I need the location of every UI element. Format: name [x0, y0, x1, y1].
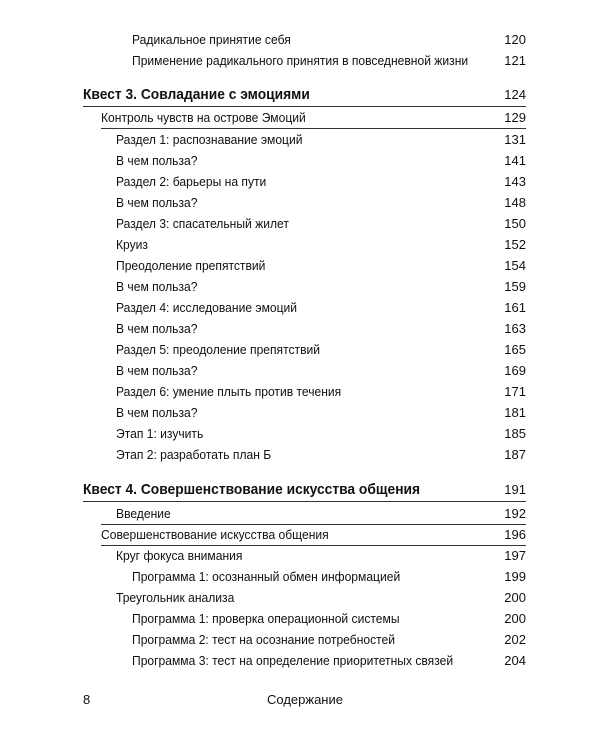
toc-entry-title: Программа 3: тест на определение приоритетных связей [132, 653, 454, 668]
toc-entry-page: 181 [504, 405, 526, 420]
toc-entry-page: 199 [504, 569, 526, 584]
toc-entry[interactable] [0, 382, 600, 402]
toc-entry-title: Программа 1: проверка операционной системы [132, 611, 400, 626]
toc-entry-page: 131 [504, 132, 526, 147]
toc-entry[interactable] [0, 630, 600, 650]
toc-entry[interactable] [0, 651, 600, 671]
toc-entry-page: 165 [504, 342, 526, 357]
toc-entry-title: В чем польза? [116, 363, 198, 378]
section-title: Квест 4. Совершенствование искусства общения [83, 481, 421, 498]
toc-entry-title: Программа 2: тест на осознание потребностей [132, 632, 396, 647]
toc-entry-title: Раздел 4: исследование эмоций [116, 300, 298, 315]
toc-entry[interactable] [0, 504, 600, 524]
toc-entry-title: Радикальное принятие себя [132, 32, 291, 47]
toc-entry[interactable] [0, 130, 600, 150]
toc-entry[interactable] [0, 172, 600, 192]
section-divider [83, 501, 526, 502]
toc-entry-title: Круг фокуса внимания [116, 548, 243, 563]
section-page: 124 [504, 87, 526, 102]
toc-entry-title: Контроль чувств на острове Эмоций [101, 110, 306, 125]
toc-entry[interactable] [0, 525, 600, 545]
section-divider [83, 106, 526, 107]
toc-entry[interactable] [0, 256, 600, 276]
toc-entry-title: Раздел 1: распознавание эмоций [116, 132, 303, 147]
toc-entry[interactable] [0, 30, 600, 50]
toc-entry-title: Этап 1: изучить [116, 426, 204, 441]
toc-entry-page: 187 [504, 447, 526, 462]
toc-entry-title: Программа 1: осознанный обмен информацией [132, 569, 401, 584]
toc-entry-page: 200 [504, 611, 526, 626]
toc-entry-page: 196 [504, 527, 526, 542]
toc-entry-title: Этап 2: разработать план Б [116, 447, 272, 462]
toc-entry-title: Раздел 3: спасательный жилет [116, 216, 289, 231]
toc-entry-page: 143 [504, 174, 526, 189]
toc-entry-title: Круиз [116, 237, 148, 252]
toc-entry-page: 161 [504, 300, 526, 315]
toc-entry-page: 192 [504, 506, 526, 521]
toc-entry-page: 152 [504, 237, 526, 252]
toc-entry-title: Введение [116, 506, 171, 521]
toc-entry[interactable] [0, 567, 600, 587]
toc-entry-page: 185 [504, 426, 526, 441]
toc-entry[interactable] [0, 277, 600, 297]
entry-divider [101, 128, 526, 129]
toc-entry[interactable] [0, 588, 600, 608]
toc-entry-title: В чем польза? [116, 321, 198, 336]
toc-entry-page: 200 [504, 590, 526, 605]
section-page: 191 [504, 482, 526, 497]
toc-entry-title: Раздел 5: преодоление препятствий [116, 342, 321, 357]
toc-entry-title: В чем польза? [116, 153, 198, 168]
toc-entry[interactable] [0, 403, 600, 423]
toc-entry[interactable] [0, 193, 600, 213]
toc-entry[interactable] [0, 319, 600, 339]
section-title: Квест 3. Совладание с эмоциями [83, 86, 310, 103]
toc-entry-title: Совершенствование искусства общения [101, 527, 329, 542]
toc-entry-page: 129 [504, 110, 526, 125]
toc-entry[interactable] [0, 445, 600, 465]
toc-entry-title: Треугольник анализа [116, 590, 235, 605]
toc-entry[interactable] [0, 298, 600, 318]
toc-entry-page: 121 [504, 53, 526, 68]
toc-entry[interactable] [0, 51, 600, 71]
toc-entry[interactable] [0, 214, 600, 234]
toc-entry-page: 141 [504, 153, 526, 168]
toc-entry-page: 163 [504, 321, 526, 336]
toc-entry-title: В чем польза? [116, 195, 198, 210]
toc-entry-title: В чем польза? [116, 279, 198, 294]
toc-entry[interactable] [0, 424, 600, 444]
toc-entry[interactable] [0, 361, 600, 381]
footer-running-title: Содержание [267, 692, 343, 707]
toc-entry-page: 150 [504, 216, 526, 231]
toc-entry-page: 148 [504, 195, 526, 210]
toc-entry-title: В чем польза? [116, 405, 198, 420]
toc-entry-page: 204 [504, 653, 526, 668]
toc-entry-page: 154 [504, 258, 526, 273]
toc-entry[interactable] [0, 340, 600, 360]
footer-page-number: 8 [83, 692, 91, 707]
toc-entry-page: 169 [504, 363, 526, 378]
section-heading-quest3[interactable] [0, 85, 600, 105]
toc-entry-page: 120 [504, 32, 526, 47]
toc-entry-page: 202 [504, 632, 526, 647]
toc-entry[interactable] [0, 609, 600, 629]
toc-entry-page: 197 [504, 548, 526, 563]
toc-entry[interactable] [0, 546, 600, 566]
toc-entry-title: Раздел 2: барьеры на пути [116, 174, 267, 189]
toc-entry[interactable] [0, 235, 600, 255]
toc-entry[interactable] [0, 151, 600, 171]
toc-entry-title: Раздел 6: умение плыть против течения [116, 384, 342, 399]
toc-entry-title: Преодоление препятствий [116, 258, 266, 273]
toc-entry-title: Применение радикального принятия в повседневной жизни [132, 53, 469, 68]
toc-entry[interactable] [0, 108, 600, 128]
toc-entry-page: 159 [504, 279, 526, 294]
section-heading-quest4[interactable] [0, 480, 600, 500]
toc-entry-page: 171 [504, 384, 526, 399]
